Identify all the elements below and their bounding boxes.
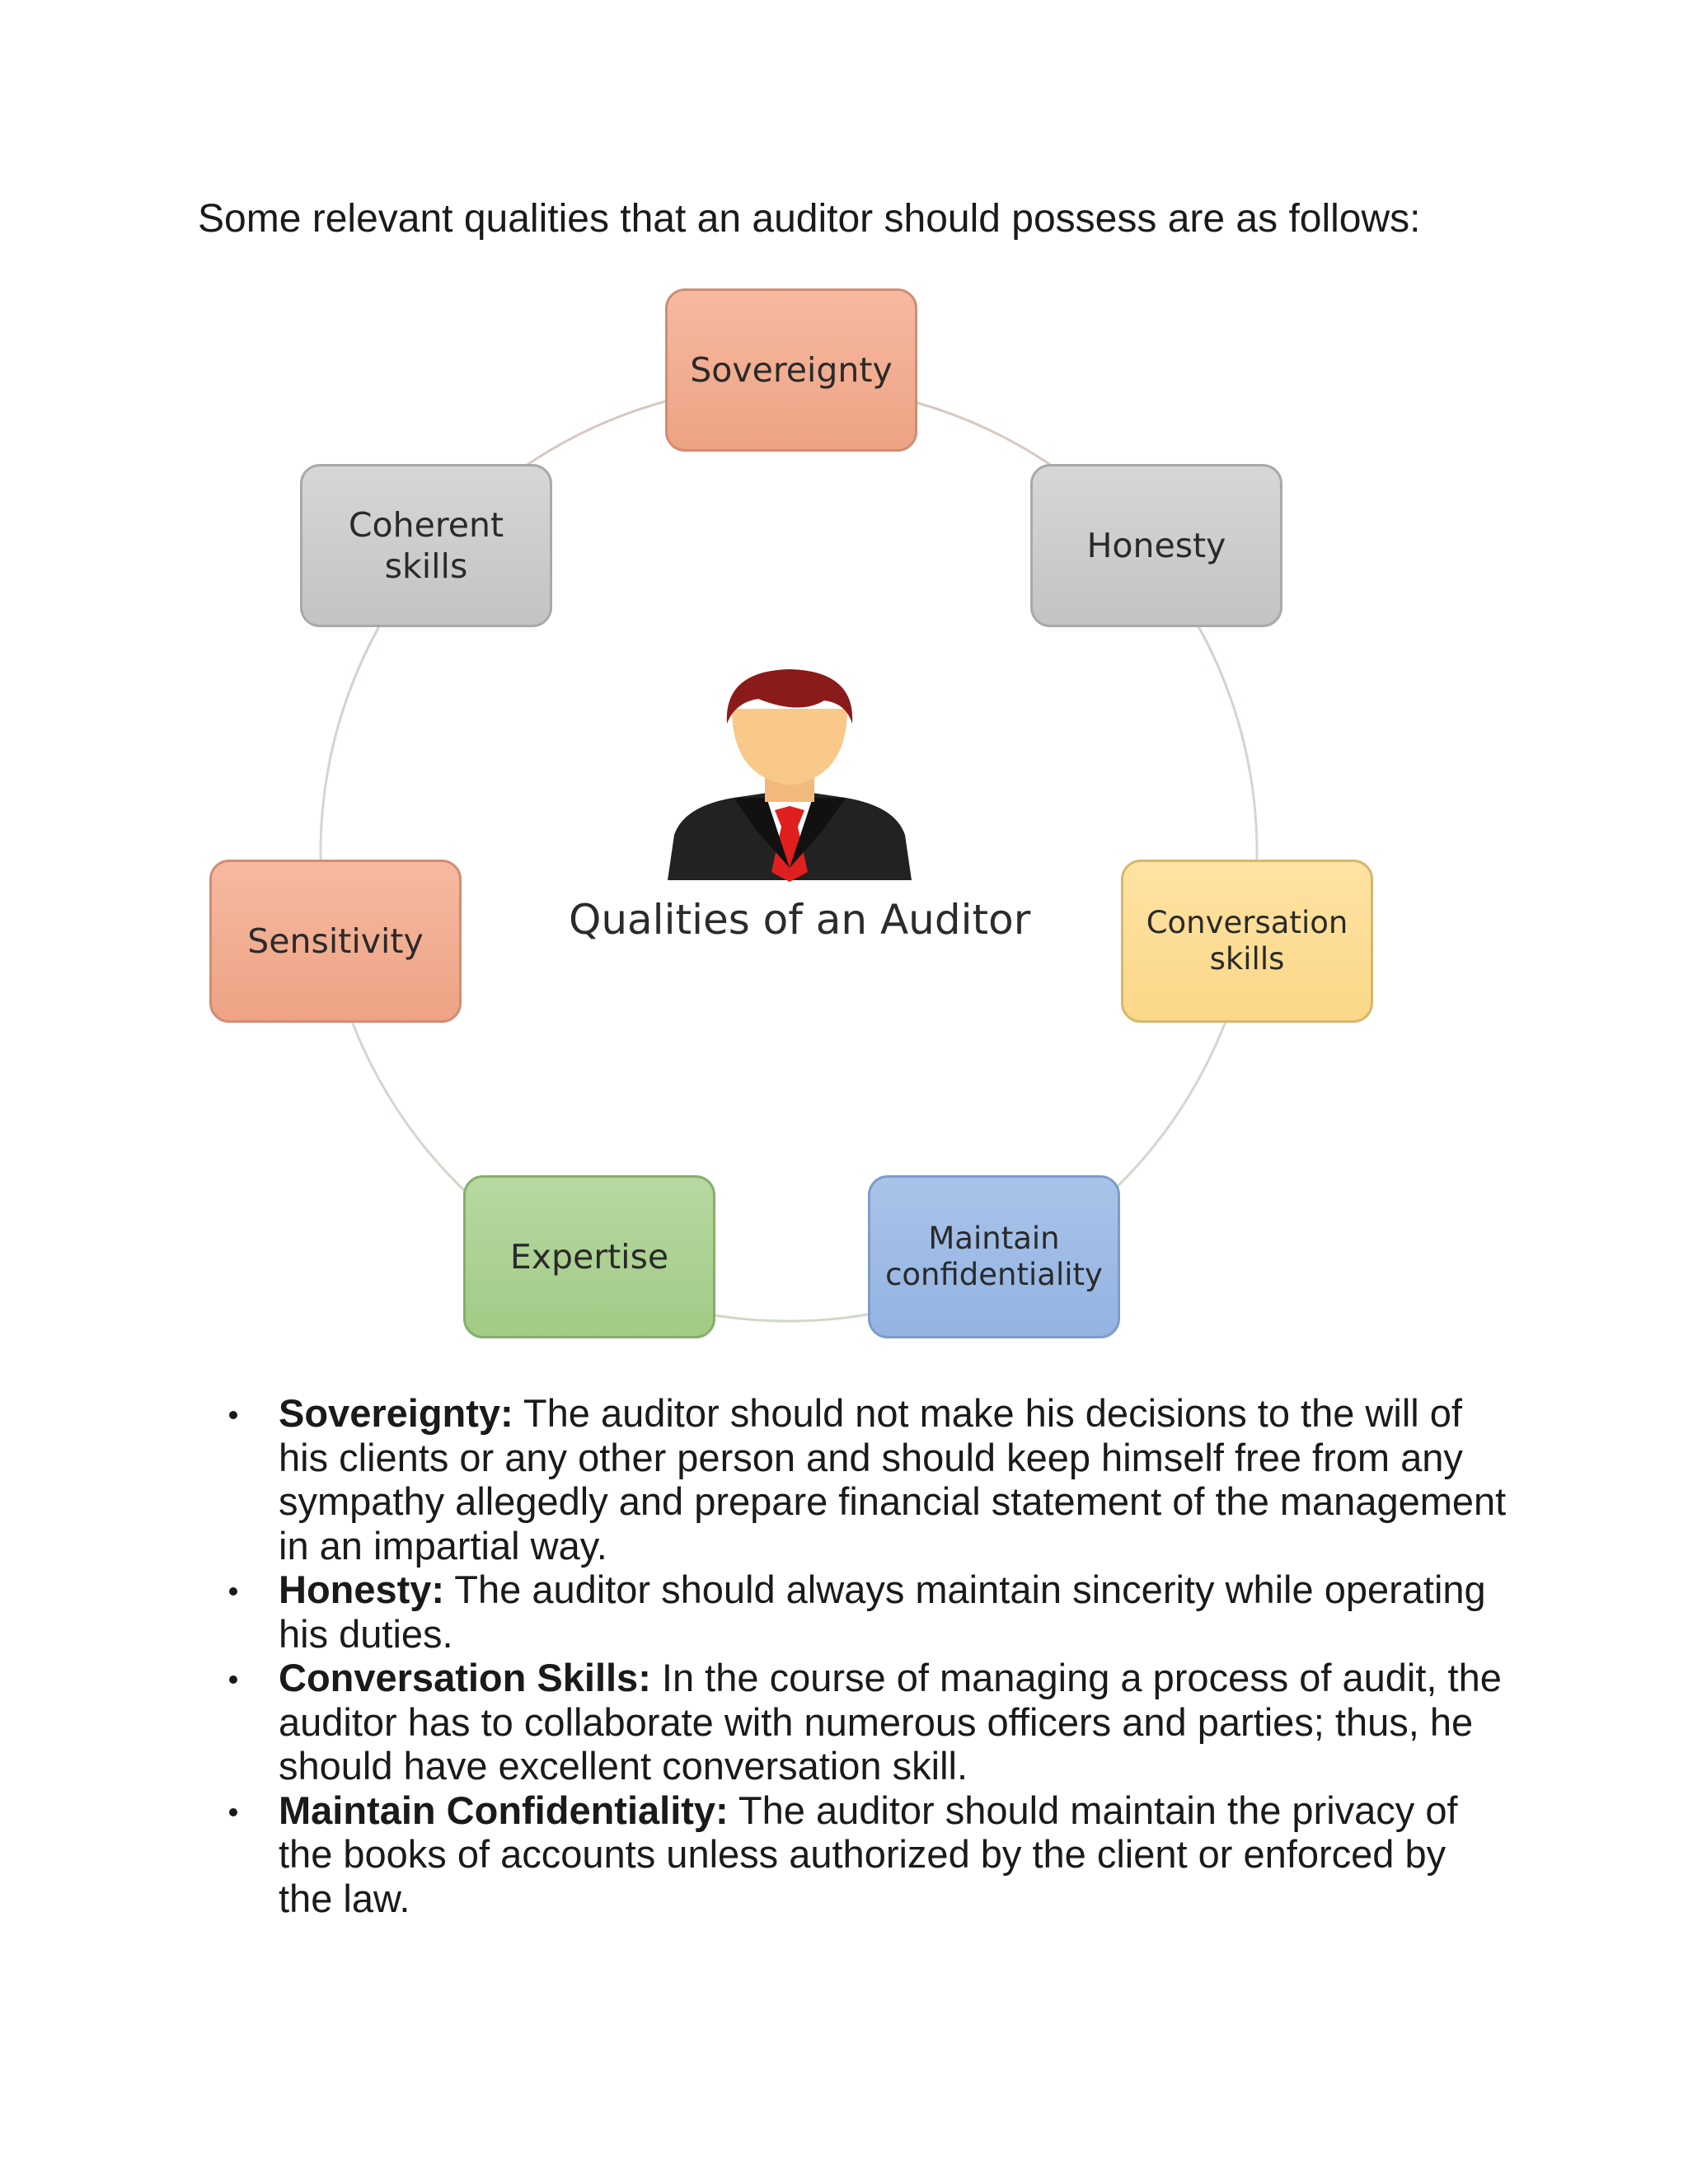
node-conversation-label-1: Conversation <box>1146 905 1348 940</box>
bullet-icon <box>229 1808 237 1816</box>
list-item <box>223 1656 1508 1788</box>
bullet-text: The auditor should not make his decisions to the will of his clients or any other person and should keep himself free from any sympathy allegedly and prepare financial statement of the management in an impartial way. <box>279 1391 1507 1568</box>
bullet-icon <box>229 1411 237 1419</box>
node-sensitivity <box>209 860 462 1023</box>
list-item <box>223 1788 1508 1921</box>
node-sensitivity-label: Sensitivity <box>247 921 424 961</box>
node-honesty-label: Honesty <box>1086 526 1226 565</box>
node-expertise <box>463 1175 715 1338</box>
bullet-icon <box>229 1587 237 1596</box>
bullet-term: Maintain Confidentiality: <box>279 1788 729 1832</box>
diagram-center-title: Qualities of an Auditor <box>569 896 1031 944</box>
node-maintain-confidentiality <box>868 1175 1120 1338</box>
bullet-icon <box>229 1675 237 1684</box>
node-sovereignty-label: Sovereignty <box>690 350 893 390</box>
bullet-term: Conversation Skills: <box>279 1656 651 1699</box>
node-coherent-label-2: skills <box>384 546 468 586</box>
node-confidentiality-label-1: Maintain <box>928 1221 1060 1256</box>
bullet-text: The auditor should always maintain sincerity while operating his duties. <box>279 1568 1486 1656</box>
node-coherent-label-1: Coherent <box>348 505 504 545</box>
bullet-term: Sovereignty: <box>279 1391 513 1435</box>
bullet-term: Honesty: <box>279 1568 445 1611</box>
node-confidentiality-label-2: confidentiality <box>885 1257 1103 1292</box>
qualities-bullet-list <box>223 1391 1508 1920</box>
node-expertise-label: Expertise <box>509 1237 669 1277</box>
intro-text: Some relevant qualities that an auditor should possess are as follows: <box>198 197 1421 241</box>
auditor-figure-icon <box>659 666 920 885</box>
node-conversation-label-2: skills <box>1209 941 1285 977</box>
list-item <box>223 1568 1508 1656</box>
bullet-text: In the course of managing a process of audit, the auditor has to collaborate with numerous officers and parties; thus, he should have excellent conversation skill. <box>279 1656 1502 1788</box>
bullet-text: The auditor should maintain the privacy of the books of accounts unless authorized by the client or enforced by the law. <box>279 1788 1458 1920</box>
node-sovereignty <box>665 288 917 452</box>
node-coherent-skills <box>300 464 552 627</box>
list-item <box>223 1391 1508 1568</box>
node-conversation-skills <box>1121 860 1373 1023</box>
node-honesty <box>1030 464 1282 627</box>
